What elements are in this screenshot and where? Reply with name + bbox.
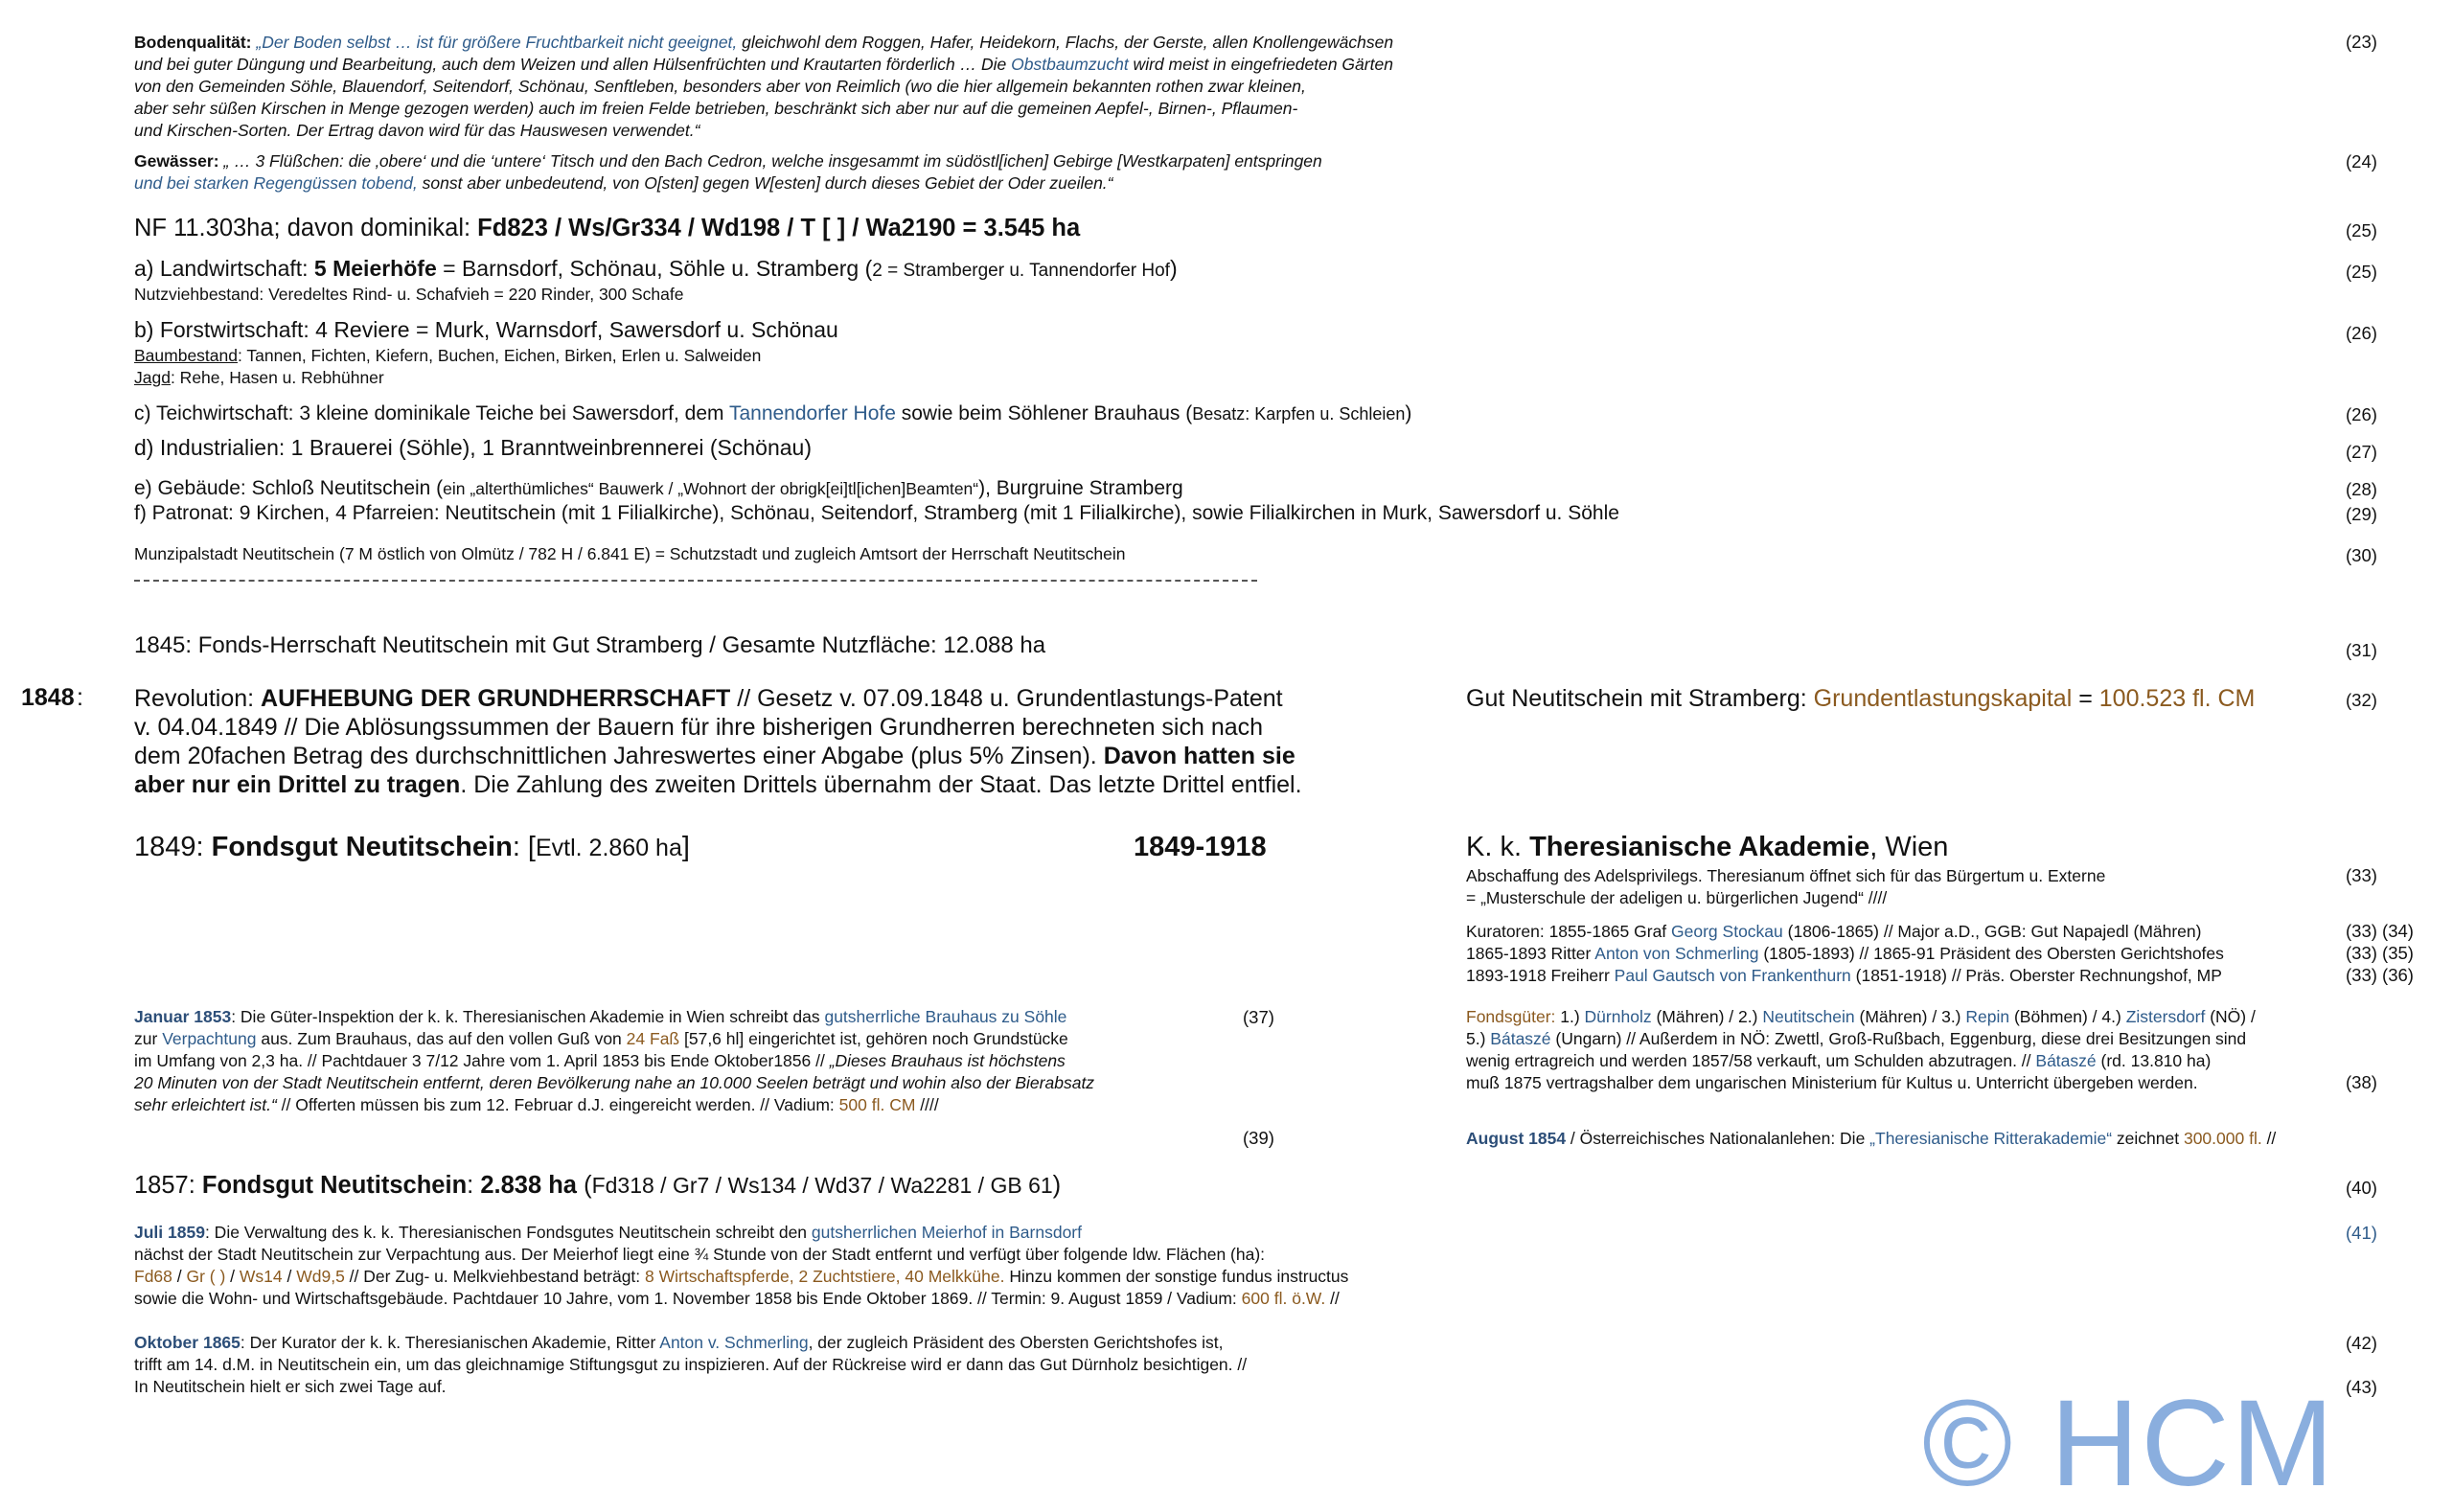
patronat-line: f) Patronat: 9 Kirchen, 4 Pfarreien: Neutitschein (mit 1 Filialkirche), Schönau, Seitendorf, Stramberg (mit 1 Filialkirche), sowie Filialkirchen in Murk, Sawersdorf u. Söhle — [134, 502, 1619, 524]
ref-33-34: (33) (34) — [2346, 921, 2414, 941]
gewaesser-line-1: Gewässer: „ … 3 Flüßchen: die ‚obere‘ und die ‘untere‘ Titsch und den Bach Cedron, welche insgesammt im südöstl[ichen] Gebirge [Westkarpaten] entspringen — [134, 151, 1322, 171]
teichwirtschaft-line: c) Teichwirtschaft: 3 kleine dominikale Teiche bei Sawersdorf, dem Tannendorfer Hofe sowie beim Söhlener Brauhaus (Besatz: Karpfen u. Schleien) — [134, 402, 1412, 424]
ref-25a: (25) — [2346, 220, 2377, 241]
januar-1853-line-1: Januar 1853: Die Güter-Inspektion der k. k. Theresianischen Akademie in Wien schreibt das gutsherrliche Brauhaus zu Söhle — [134, 1007, 1067, 1026]
year-1845-line: 1845: Fonds-Herrschaft Neutitschein mit Gut Stramberg / Gesamte Nutzfläche: 12.088 ha — [134, 632, 1046, 658]
ref-37: (37) — [1243, 1007, 1274, 1027]
ref-23: (23) — [2346, 32, 2377, 52]
revolution-line-3: dem 20fachen Betrag des durchschnittlichen Jahreswertes einer Abgabe (plus 5% Zinsen). Davon hatten sie — [134, 743, 1295, 769]
januar-1853-line-3: im Umfang von 2,3 ha. // Pachtdauer 3 7/12 Jahre vom 1. April 1853 bis Ende Oktober1856 // „Dieses Brauhaus ist höchstens — [134, 1051, 1066, 1070]
fondsgueter-line-1: Fondsgüter: 1.) Dürnholz (Mähren) / 2.) Neutitschein (Mähren) / 3.) Repin (Böhmen) / 4.) Zistersdorf (NÖ) / — [1466, 1007, 2256, 1026]
oktober-1865-line-1: Oktober 1865: Der Kurator der k. k. Theresianischen Akademie, Ritter Anton v. Schmerling, der zugleich Präsident des Obersten Gerichtshofes ist, — [134, 1333, 1224, 1352]
gewaesser-label: Gewässer: — [134, 151, 219, 171]
year-1849-heading: 1849: Fondsgut Neutitschein: [Evtl. 2.860 ha] — [134, 832, 690, 862]
fondsgueter-line-3: wenig ertragreich und werden 1857/58 verkauft, um Schulden abzutragen. // Bátaszé (rd. 13.810 ha) — [1466, 1051, 2212, 1070]
year-1848-label: 1848 — [21, 684, 75, 711]
kuratoren-line-3: 1893-1918 Freiherr Paul Gautsch von Frankenthurn (1851-1918) // Präs. Oberster Rechnungshof, MP — [1466, 966, 2222, 985]
ref-31: (31) — [2346, 640, 2377, 660]
year-1848-colon: : — [77, 684, 83, 711]
bodenqualitaet-line-5: und Kirschen-Sorten. Der Ertrag davon wird für das Hauswesen verwendet.“ — [134, 121, 700, 140]
ref-30: (30) — [2346, 545, 2377, 565]
ref-38: (38) — [2346, 1072, 2377, 1092]
gebaeude-line: e) Gebäude: Schloß Neutitschein (ein „alterthümliches“ Bauwerk / „Wohnort der obrigk[ei]tl[ichen]Beamten“), Burgruine Stramberg — [134, 477, 1183, 499]
ref-26a: (26) — [2346, 323, 2377, 343]
bodenqualitaet-label: Bodenqualität: — [134, 33, 252, 52]
juli-1859-line-2: nächst der Stadt Neutitschein zur Verpachtung aus. Der Meierhof liegt eine ¾ Stunde von der Stadt entfernt und verfügt über folgende ldw. Flächen (ha): — [134, 1245, 1266, 1264]
akademie-line-1: Abschaffung des Adelsprivilegs. Theresianum öffnet sich für das Bürgertum u. Externe — [1466, 866, 2106, 885]
akademie-heading: K. k. Theresianische Akademie, Wien — [1466, 832, 1949, 862]
nutzviehbestand: Nutzviehbestand: Veredeltes Rind- u. Schafvieh = 220 Rinder, 300 Schafe — [134, 285, 684, 304]
ref-40: (40) — [2346, 1178, 2377, 1198]
revolution-line-1: Revolution: AUFHEBUNG DER GRUNDHERRSCHAFT // Gesetz v. 07.09.1848 u. Grundentlastungs-Patent — [134, 685, 1283, 712]
oktober-1865-line-2: trifft am 14. d.M. in Neutitschein ein, um das gleichnamige Stiftungsgut zu inspizieren. Auf der Rückreise wird er dann das Gut Dürnholz besichtigen. // — [134, 1355, 1248, 1374]
industrialien-line: d) Industrialien: 1 Brauerei (Söhle), 1 Branntweinbrennerei (Schönau) — [134, 435, 813, 460]
januar-1853-line-4: 20 Minuten von der Stadt Neutitschein entfernt, deren Bevölkerung nahe an 10.000 Seelen beträgt und wohin also der Bierabsatz — [134, 1073, 1095, 1092]
ref-28: (28) — [2346, 479, 2377, 499]
grundentlastung-line: Gut Neutitschein mit Stramberg: Grundentlastungskapital = 100.523 fl. CM — [1466, 685, 2256, 712]
juli-1859-line-3: Fd68 / Gr ( ) / Ws14 / Wd9,5 // Der Zug- u. Melkviehbestand beträgt: 8 Wirtschaftspferde, 2 Zuchtstiere, 40 Melkkühe. Hinzu kommen der sonstige fundus instructus — [134, 1267, 1349, 1286]
ref-26b: (26) — [2346, 404, 2377, 424]
fondsgueter-line-4: muß 1875 vertragshalber dem ungarischen Ministerium für Kultus u. Unterricht übergeben werden. — [1466, 1073, 2198, 1092]
munizipalstadt-line: Munzipalstadt Neutitschein (7 M östlich von Olmütz / 782 H / 6.841 E) = Schutzstadt und zugleich Amtsort der Herrschaft Neutitschein — [134, 544, 1126, 563]
bodenqualitaet-line-3: von den Gemeinden Söhle, Blauendorf, Seitendorf, Schönau, Senftleben, besonders aber von Reimlich (wo die hier allgemein bekannten rothen zwar kleinen, — [134, 77, 1306, 96]
ref-24: (24) — [2346, 151, 2377, 172]
revolution-line-4: aber nur ein Drittel zu tragen. Die Zahlung des zweiten Drittels übernahm der Staat. Das letzte Drittel entfiel. — [134, 771, 1302, 798]
oktober-1865-line-3: In Neutitschein hielt er sich zwei Tage auf. — [134, 1377, 447, 1396]
ref-42: (42) — [2346, 1333, 2377, 1353]
nf-heading: NF 11.303ha; davon dominikal: Fd823 / Ws/Gr334 / Wd198 / T [ ] / Wa2190 = 3.545 ha — [134, 215, 1081, 241]
gewaesser-line-2: und bei starken Regengüssen tobend, sonst aber unbedeutend, von O[sten] gegen W[esten] durch dieses Gebiet der Oder zueilen.“ — [134, 173, 1113, 193]
fondsgueter-line-2: 5.) Bátaszé (Ungarn) // Außerdem in NÖ: Zwettl, Groß-Rußbach, Eggenburg, diese drei Besitzungen sind — [1466, 1029, 2247, 1048]
jagd: Jagd: Rehe, Hasen u. Rebhühner — [134, 368, 384, 387]
juli-1859-line-1: Juli 1859: Die Verwaltung des k. k. Theresianischen Fondsgutes Neutitschein schreibt den gutsherrlichen Meierhof in Barnsdorf — [134, 1223, 1082, 1242]
ref-25b: (25) — [2346, 262, 2377, 282]
januar-1853-line-5: sehr erleichtert ist.“ // Offerten müssen bis zum 12. Februar d.J. eingereicht werden. // Vadium: 500 fl. CM //// — [134, 1095, 939, 1114]
ref-41: (41) — [2346, 1223, 2377, 1243]
kuratoren-line-1: Kuratoren: 1855-1865 Graf Georg Stockau (1806-1865) // Major a.D., GGB: Gut Napajedl (Mähren) — [1466, 922, 2202, 941]
dashed-separator — [134, 580, 1257, 583]
period-1849-1918: 1849-1918 — [1134, 832, 1267, 862]
baumbestand: Baumbestand: Tannen, Fichten, Kiefern, Buchen, Eichen, Birken, Erlen u. Salweiden — [134, 346, 762, 365]
ref-33-36: (33) (36) — [2346, 965, 2414, 985]
ref-39: (39) — [1243, 1128, 1274, 1148]
august-1854-line: August 1854 / Österreichisches Nationalanlehen: Die „Theresianische Ritterakademie“ zeichnet 300.000 fl. // — [1466, 1129, 2277, 1148]
forstwirtschaft-heading: b) Forstwirtschaft: 4 Reviere = Murk, Warnsdorf, Sawersdorf u. Schönau — [134, 317, 838, 342]
year-1857-heading: 1857: Fondsgut Neutitschein: 2.838 ha (Fd318 / Gr7 / Ws134 / Wd37 / Wa2281 / GB 61) — [134, 1172, 1062, 1199]
ref-33-35: (33) (35) — [2346, 943, 2414, 963]
ref-33: (33) — [2346, 865, 2377, 885]
ref-32: (32) — [2346, 690, 2377, 710]
akademie-line-2: = „Musterschule der adeligen u. bürgerlichen Jugend“ //// — [1466, 888, 1888, 907]
bodenqualitaet-line-4: aber sehr süßen Kirschen in Menge gezogen werden) auch im freien Felde betrieben, beschränkt sich aber nur auf die gemeinen Aepfel-, Birnen-, Pflaumen- — [134, 99, 1298, 118]
kuratoren-line-2: 1865-1893 Ritter Anton von Schmerling (1805-1893) // 1865-91 Präsident des Obersten Gerichtshofes — [1466, 944, 2224, 963]
bodenqualitaet-line-1: Bodenqualität: „Der Boden selbst … ist für größere Fruchtbarkeit nicht geeignet, gleichwohl dem Roggen, Hafer, Heidekorn, Flachs, der Gerste, allen Knollengewächsen — [134, 33, 1394, 52]
revolution-line-2: v. 04.04.1849 // Die Ablösungssummen der Bauern für ihre bisherigen Grundherren berechneten sich nach — [134, 714, 1264, 741]
landwirtschaft-heading: a) Landwirtschaft: 5 Meierhöfe = Barnsdorf, Schönau, Söhle u. Stramberg (2 = Stramberger u. Tannendorfer Hof) — [134, 256, 1178, 281]
ref-43: (43) — [2346, 1377, 2377, 1397]
copyright-watermark: © HCM — [1922, 1375, 2336, 1512]
juli-1859-line-4: sowie die Wohn- und Wirtschaftsgebäude. Pachtdauer 10 Jahre, vom 1. November 1858 bis Ende Oktober 1869. // Termin: 9. August 1859 / Vadium: 600 fl. ö.W. // — [134, 1289, 1340, 1308]
bodenqualitaet-line-2: und bei guter Düngung und Bearbeitung, auch dem Weizen und allen Hülsenfrüchten und Krautarten förderlich … Die Obstbaumzucht wird meist in eingefriedeten Gärten — [134, 55, 1393, 74]
ref-27: (27) — [2346, 442, 2377, 462]
ref-29: (29) — [2346, 504, 2377, 524]
januar-1853-line-2: zur Verpachtung aus. Zum Brauhaus, das auf den vollen Guß von 24 Faß [57,6 hl] eingerichtet ist, gehören noch Grundstücke — [134, 1029, 1068, 1048]
